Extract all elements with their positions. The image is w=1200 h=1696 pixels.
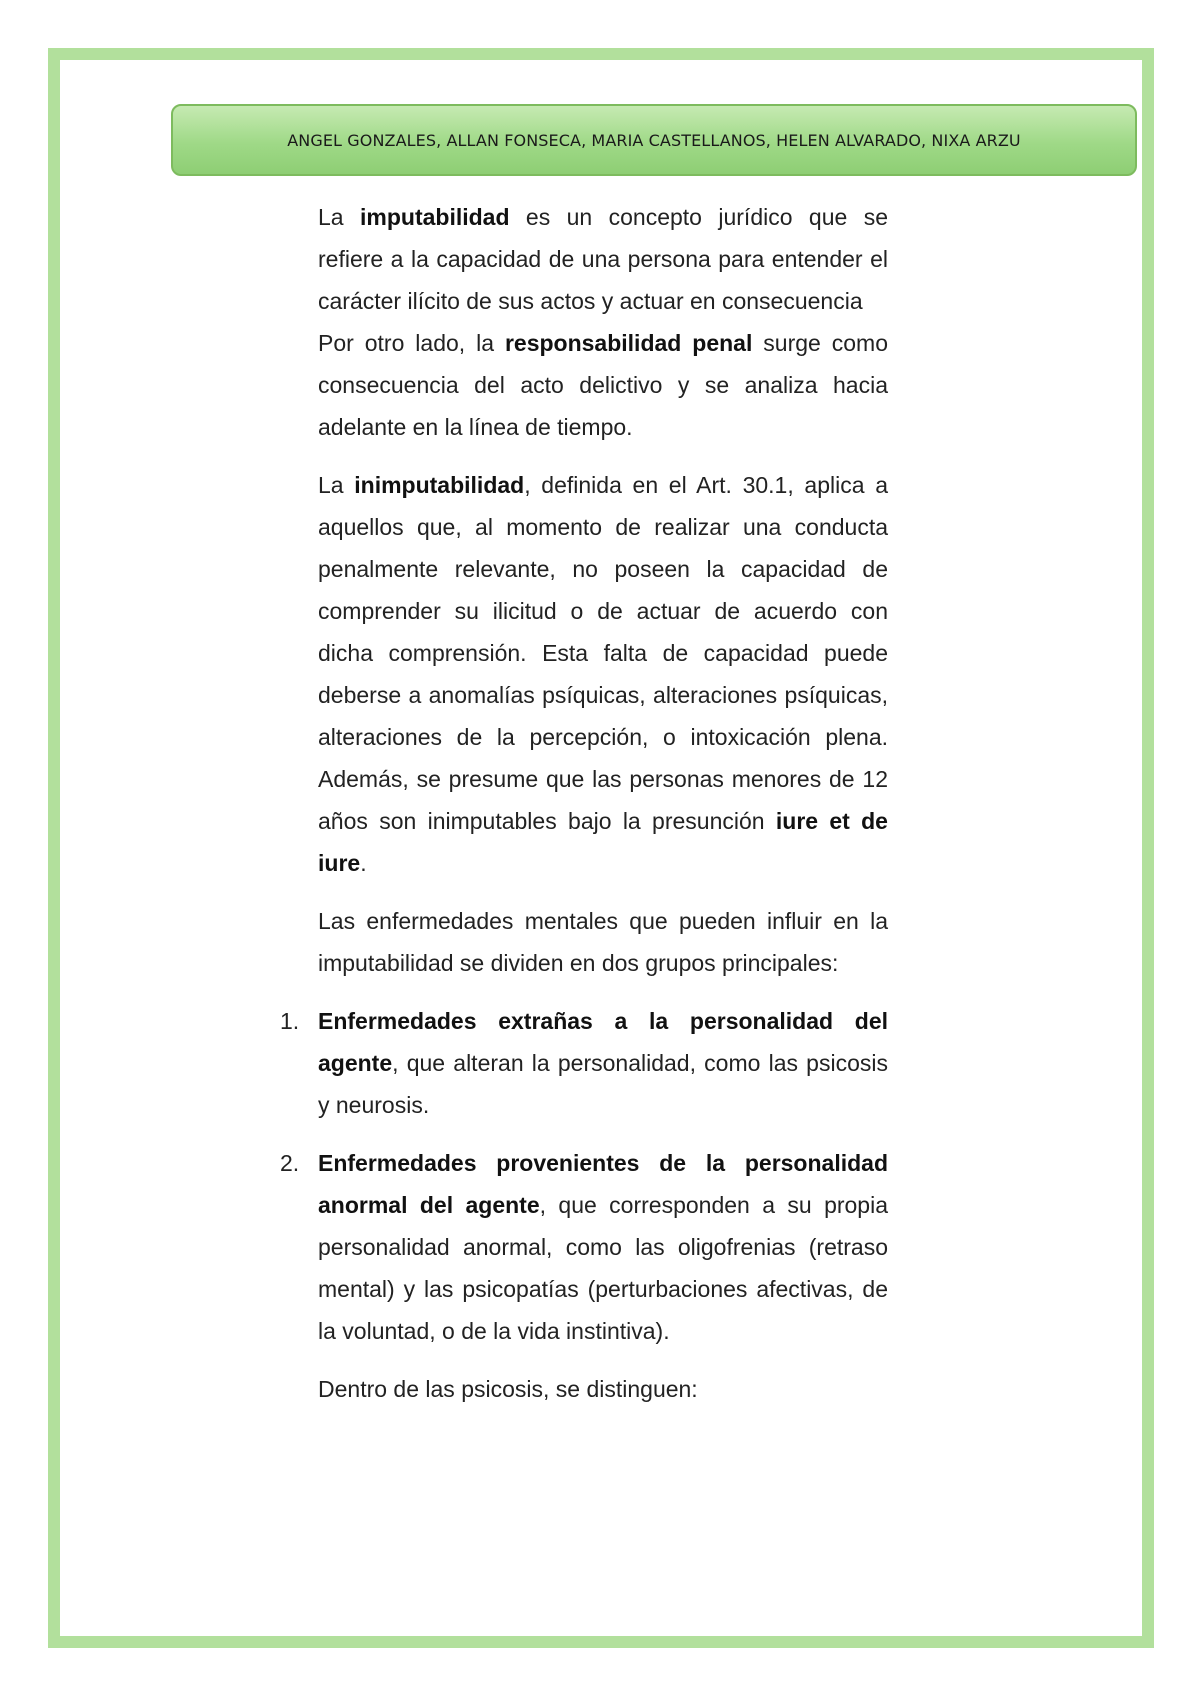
list-item-title: Enfermedades provenientes de la personalidad anormal del agente: [318, 1150, 888, 1218]
list-item-text: , que corresponden a su propia personalidad anormal, como las oligofrenias (retraso mental) y las psicopatías (perturbaciones afectivas, de la voluntad, o de la vida instintiva).: [318, 1192, 888, 1344]
list-number: 1.: [280, 1008, 300, 1034]
document-body: [280, 196, 888, 1410]
text-run: es un concepto jurídico que se refiere a la capacidad de una persona para entender el carácter ilícito de sus actos y actuar en consecuencia: [318, 204, 888, 314]
list-item: [280, 1142, 888, 1352]
paragraph-inimputabilidad: [318, 464, 888, 884]
text-run: surge como consecuencia del acto delictivo y se analiza hacia adelante en la línea de tiempo.: [318, 330, 888, 440]
paragraph-imputabilidad: [318, 196, 888, 322]
text-run: La: [318, 204, 360, 230]
authors-text: ANGEL GONZALES, ALLAN FONSECA, MARIA CASTELLANOS, HELEN ALVARADO, NIXA ARZU: [287, 130, 1021, 150]
list-item-title: Enfermedades extrañas a la personalidad del agente: [318, 1008, 888, 1076]
list-number: 2.: [280, 1150, 300, 1176]
disease-groups-list: [280, 1000, 888, 1352]
authors-banner: [171, 104, 1137, 176]
text-run: .: [360, 850, 367, 876]
text-run: La: [318, 472, 355, 498]
term-inimputabilidad: inimputabilidad: [354, 472, 525, 498]
term-iure-et-de-iure: iure et de iure: [318, 808, 888, 876]
list-item: [280, 1000, 888, 1126]
text-run: Por otro lado, la: [318, 330, 505, 356]
term-responsabilidad-penal: responsabilidad penal: [504, 330, 753, 356]
paragraph-psicosis: Dentro de las psicosis, se distinguen:: [318, 1376, 698, 1402]
paragraph-responsabilidad: [318, 322, 888, 448]
term-imputabilidad: imputabilidad: [360, 204, 510, 230]
text-run: , definida en el Art. 30.1, aplica a aquellos que, al momento de realizar una conducta penalmente relevante, no poseen la capacidad de comprender su ilicitud o de actuar de acuerdo con dicha comprensión. Esta falta de capacidad puede deberse a anomalías psíquicas, alteraciones psíquicas, alteraciones de la percepción, o intoxicación plena. Además, se presume que las personas menores de 12 años son inimputables bajo la presunción: [318, 472, 888, 834]
paragraph-enfermedades-mentales: Las enfermedades mentales que pueden influir en la imputabilidad se dividen en dos grupos principales:: [318, 908, 888, 976]
list-item-text: , que alteran la personalidad, como las psicosis y neurosis.: [318, 1050, 888, 1118]
